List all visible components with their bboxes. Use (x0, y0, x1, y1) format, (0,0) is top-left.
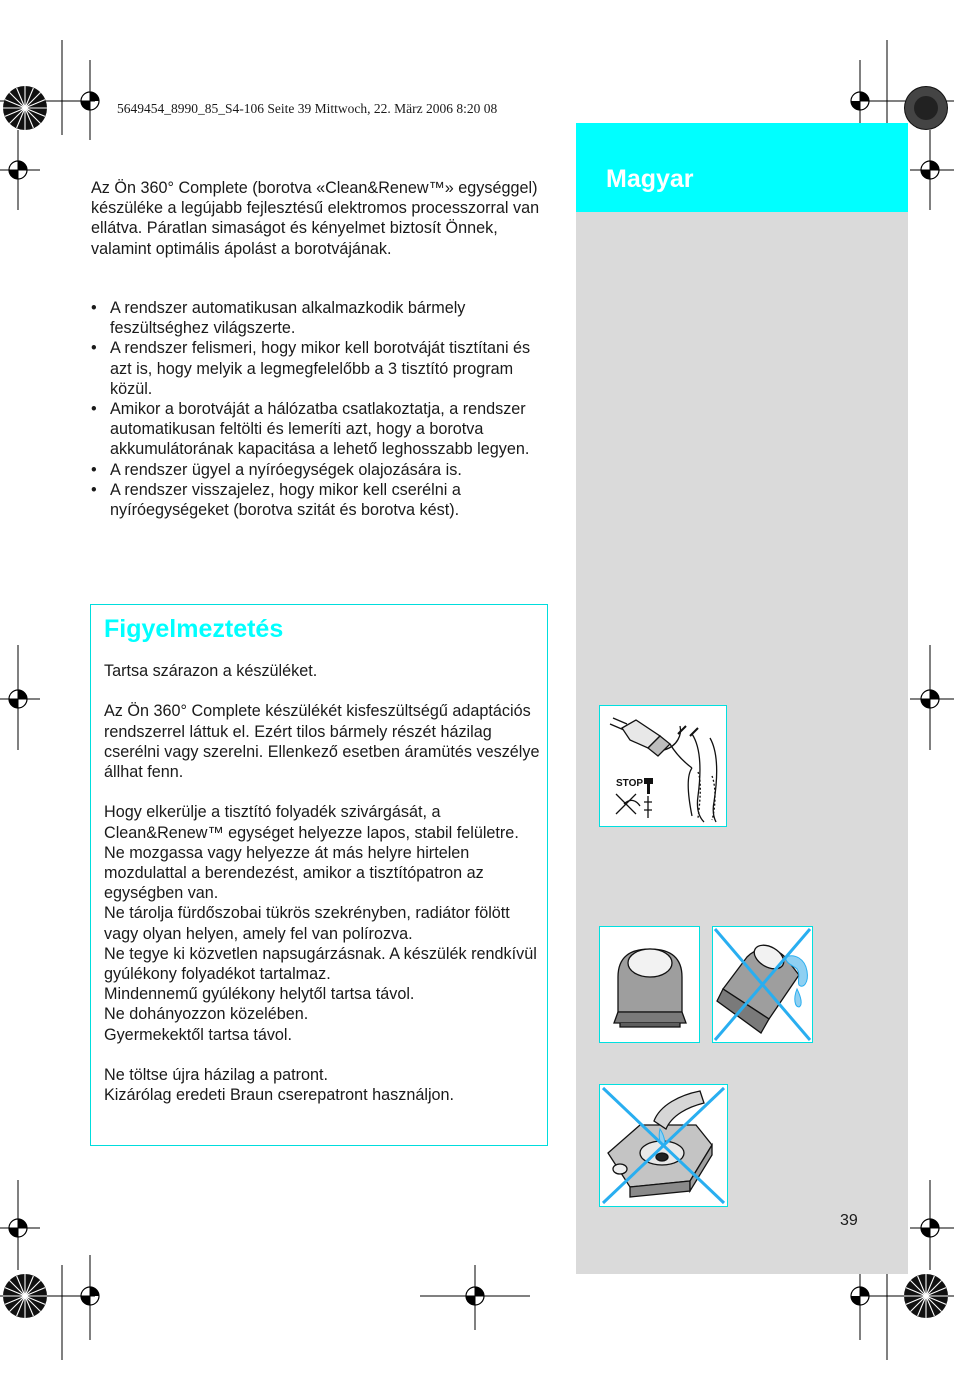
warning-no-moving: Ne mozgassa vagy helyezze át más helyre hirtelen mozdulattal a berendezést, amikor a tisztítópatron az egységben van. (104, 843, 484, 903)
warning-flat-surface: Hogy elkerülje a tisztító folyadék szivárgását, a Clean&Renew™ egységet helyezze lapos, stabil felületre. (104, 803, 519, 842)
cleaning-unit-icon (600, 927, 699, 1042)
feature-text: Amikor a borotváját a hálózatba csatlakoztatja, a rendszer automatikusan feltölti és lemeríti azt, hogy a borotva akkumulátorának kapacitása a lehető leghosszabb legyen. (110, 400, 530, 459)
tilted-unit-figure (712, 926, 813, 1043)
language-title: Magyar (606, 165, 694, 193)
warning-flammable: Mindennemű gyúlékony helytől tartsa távol. (104, 985, 415, 1004)
list-item (91, 399, 551, 460)
intro-paragraph (91, 178, 561, 259)
warning-keep-dry: Tartsa szárazon a készüléket. (104, 662, 318, 680)
refill-figure (599, 1084, 728, 1207)
bullet-icon: • (91, 339, 97, 358)
plug-stop-figure (599, 705, 727, 827)
warning-smoking: Ne dohányozzon közelében. (104, 1005, 309, 1024)
list-item (91, 480, 551, 520)
bullet-icon: • (91, 400, 97, 419)
cleaning-unit-figure (599, 926, 700, 1043)
bullet-icon: • (91, 460, 97, 479)
warning-children: Gyermekektől tartsa távol. (104, 1025, 293, 1044)
bullet-icon: • (91, 299, 97, 317)
list-item (91, 460, 551, 480)
print-header: 5649454_8990_85_S4-106 Seite 39 Mittwoch, 22. März 2006 8:20 08 (117, 101, 498, 116)
feature-text: A rendszer visszajelez, hogy mikor kell cserélni a nyíróegységeket (borotva szitát és borotva kést). (110, 480, 461, 520)
list-item (91, 338, 551, 399)
page-number: 39 (840, 1212, 858, 1229)
warning-storage: Ne tárolja fürdőszobai tükrös szekrényben, radiátor fölött vagy olyan helyen, amely fel van polírozva. (104, 904, 510, 943)
feature-text: A rendszer ügyel a nyíróegységek olajozására is. (110, 460, 462, 479)
stop-label: STOP (616, 778, 644, 789)
warning-refill: Ne töltse újra házilag a patront. (104, 1066, 329, 1085)
warning-low-voltage: Az Ön 360° Complete készülékét kisfeszültségű adaptációs rendszerrel láttuk el. Ezért tilos bármely részét házilag cserélni vagy szerelni. Ellenkező esetben áramütés veszélye állhat fenn. (104, 702, 540, 781)
refill-icon (600, 1085, 727, 1206)
plug-icon (600, 706, 726, 826)
bullet-icon: • (91, 480, 97, 499)
list-item (91, 298, 551, 338)
warning-sunlight: Ne tegye ki közvetlen napsugárzásnak. A készülék rendkívül gyúlékony folyadékot tartalmaz. (104, 944, 537, 984)
feature-text: A rendszer felismeri, hogy mikor kell borotváját tisztítani és azt is, hogy melyik a legmegfelelőbb a 3 tisztító program közül. (110, 339, 531, 398)
warning-body (104, 661, 542, 1105)
warning-original: Kizárólag eredeti Braun cserepatront használjon. (104, 1086, 455, 1105)
feature-text: A rendszer automatikusan alkalmazkodik bármely feszültséghez világszerte. (110, 299, 466, 338)
tilted-unit-icon (713, 927, 812, 1042)
intro-text: Az Ön 360° Complete (borotva «Clean&Renew™» egységgel) készüléke a legújabb fejlesztésű elektromos processzorral van ellátva. Páratlan simaságot és kényelmet biztosít Önnek, valamint optimális ápolást a borotvájának. (91, 179, 540, 258)
feature-list (91, 298, 551, 520)
warning-title: Figyelmeztetés (104, 615, 284, 643)
